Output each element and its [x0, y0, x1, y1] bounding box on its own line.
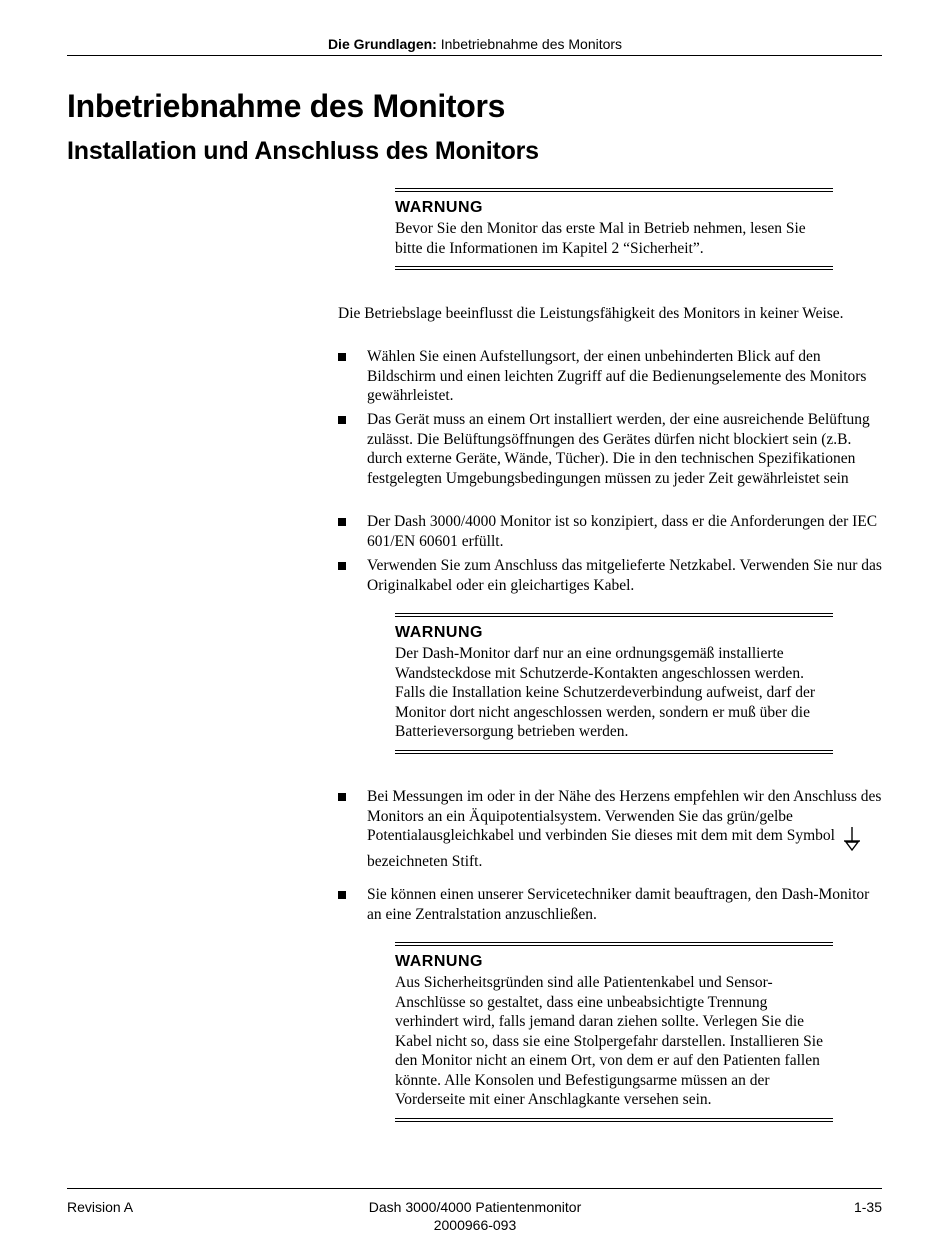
bullet-square-icon — [338, 416, 346, 424]
bullet-square-icon — [338, 518, 346, 526]
list-item-text: Der Dash 3000/4000 Monitor ist so konzipiert, dass er die Anforderungen der IEC 601/EN 60601 erfüllt. — [367, 513, 878, 550]
equipotential-text-before: Bei Messungen im oder in der Nähe des Herzens empfehlen wir den Anschluss des Monitors an ein Äquipotentialsystem. Verwenden Sie das grün/gelbe Potentialausgleichkabel und verbinden Sie dieses mit dem mit dem Symbol — [367, 788, 882, 844]
page-number: 1-35 — [853, 1199, 882, 1215]
list-item — [338, 410, 886, 488]
footer-product — [0, 1198, 950, 1234]
warning-box-1 — [395, 188, 833, 270]
warning-top-rule — [395, 188, 833, 192]
intro-paragraph: Die Betriebslage beeinflusst die Leistungsfähigkeit des Monitors in keiner Weise. — [338, 305, 844, 322]
footer-revision: Revision A — [67, 1199, 134, 1215]
equipotential-symbol-icon — [843, 826, 861, 852]
bullet-square-icon — [338, 562, 346, 570]
warning-title: WARNUNG — [395, 953, 483, 970]
warning-bottom-rule — [395, 750, 833, 754]
list-item — [338, 787, 886, 872]
list-item-text: Wählen Sie einen Aufstellungsort, der einen unbehinderten Blick auf den Bildschirm und einen leichten Zugriff auf die Bedienungselemente des Monitors gewährleistet. — [367, 348, 867, 404]
warning-box-3 — [395, 942, 833, 1122]
warning-title: WARNUNG — [395, 624, 483, 641]
list-item-text — [367, 787, 886, 872]
warning-bottom-rule — [395, 266, 833, 270]
footer-part-number: 2000966-093 — [433, 1217, 517, 1233]
bullet-square-icon — [338, 891, 346, 899]
list-item — [338, 347, 886, 406]
warning-bottom-rule — [395, 1118, 833, 1122]
running-header-section: Die Grundlagen: — [327, 36, 437, 52]
header-rule — [67, 55, 882, 56]
bullet-square-icon — [338, 793, 346, 801]
page-subtitle: Installation und Anschluss des Monitors — [67, 137, 539, 165]
list-item-text: Das Gerät muss an einem Ort installiert werden, der eine ausreichende Belüftung zulässt. Die Belüftungsöffnungen des Gerätes dürfen nicht blockiert sein (z.B. durch externe Geräte, Wände, Tücher). Die in den technischen Spezifikationen festgelegten Umgebungsbedingungen müssen zu jeder Zeit gewährleistet sein — [367, 411, 870, 487]
running-header — [0, 36, 950, 52]
list-item-text: Sie können einen unserer Servicetechniker damit beauftragen, den Dash-Monitor an eine Zentralstation anzuschließen. — [367, 886, 870, 923]
warning-text: Der Dash-Monitor darf nur an eine ordnungsgemäß installierte Wandsteckdose mit Schutzerde-Kontakten angeschlossen werden. Falls die Installation keine Schutzerdeverbindung aufweist, darf der Monitor dort nicht angeschlossen werden, sondern er muß über die Batterieversorgung betrieben werden. — [395, 645, 816, 740]
list-item-text: Verwenden Sie zum Anschluss das mitgelieferte Netzkabel. Verwenden Sie nur das Originalkabel oder ein gleichartiges Kabel. — [367, 557, 882, 594]
warning-title: WARNUNG — [395, 199, 483, 216]
page-title: Inbetriebnahme des Monitors — [67, 88, 506, 124]
warning-text: Aus Sicherheitsgründen sind alle Patientenkabel und Sensor-Anschlüsse so gestaltet, dass eine unbeabsichtigte Trennung verhindert wird, falls jemand daran ziehen sollte. Verlegen Sie die Kabel nicht so, dass sie eine Stolpergefahr darstellen. Installieren Sie den Monitor nicht an einem Ort, von dem er auf den Patienten fallen könnte. Alle Konsolen und Befestigungsarme müssen an der Vorderseite mit einer Anschlagkante versehen sein. — [395, 974, 823, 1108]
equipotential-text-after: bezeichneten Stift. — [367, 853, 483, 870]
warning-box-2 — [395, 613, 833, 754]
list-item — [338, 512, 886, 551]
list-item — [338, 885, 886, 924]
footer-rule — [67, 1188, 882, 1189]
list-item — [338, 556, 886, 595]
bullet-square-icon — [338, 353, 346, 361]
footer-product-name: Dash 3000/4000 Patientenmonitor — [368, 1199, 582, 1215]
warning-top-rule — [395, 942, 833, 946]
warning-top-rule — [395, 613, 833, 617]
running-header-title: Inbetriebnahme des Monitors — [436, 36, 623, 52]
warning-text: Bevor Sie den Monitor das erste Mal in Betrieb nehmen, lesen Sie bitte die Informationen im Kapitel 2 “Sicherheit”. — [395, 220, 806, 257]
